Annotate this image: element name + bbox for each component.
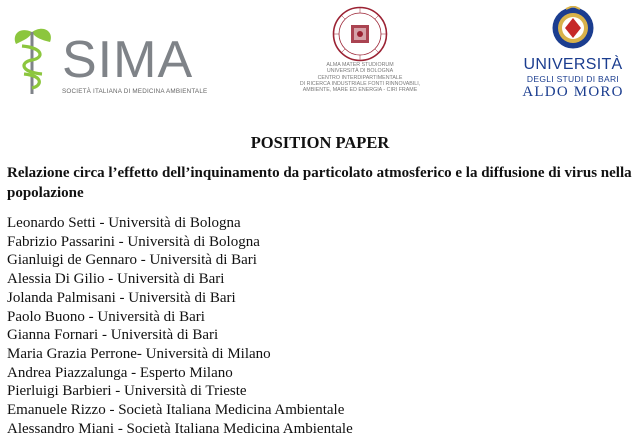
- author-item: Gianna Fornari - Università di Bari: [7, 327, 219, 344]
- author-item: Leonardo Setti - Università di Bologna: [7, 215, 241, 231]
- author-item: Pierluigi Barbieri - Università di Trieste: [7, 383, 247, 400]
- uniba-seal-icon: [551, 6, 595, 52]
- author-item: Andrea Piazzalunga - Esperto Milano: [7, 364, 233, 381]
- sima-tagline: SOCIETÀ ITALIANA DI MEDICINA AMBIENTALE: [62, 88, 208, 95]
- sima-logo: [10, 18, 210, 108]
- uniba-aldo-moro: ALDO MORO: [522, 84, 624, 100]
- author-item: Jolanda Palmisani - Università di Bari: [7, 289, 236, 306]
- author-item: Gianluigi de Gennaro - Università di Bari: [7, 252, 257, 269]
- unibo-line: CENTRO INTERDIPARTIMENTALE: [317, 74, 403, 81]
- uniba-name: UNIVERSITÀ: [523, 56, 623, 73]
- authors-list: [7, 214, 353, 438]
- author-item: Alessia Di Gilio - Università di Bari: [7, 271, 225, 288]
- unibo-text: [290, 62, 430, 93]
- unibo-logo: [290, 6, 430, 106]
- author-item: Fabrizio Passarini - Università di Bologna: [7, 233, 260, 250]
- unibo-line: ALMA MATER STUDIORUM: [326, 62, 394, 68]
- unibo-seal-icon: [332, 6, 388, 62]
- logo-bar: [0, 0, 640, 110]
- unibo-line: DI RICERCA INDUSTRIALE FONTI RINNOVABILI,: [299, 80, 421, 87]
- uniba-logo: [512, 6, 634, 106]
- unibo-line: AMBIENTE, MARE ED ENERGIA - CIRI FRAME: [302, 87, 418, 94]
- unibo-line: UNIVERSITÀ DI BOLOGNA: [326, 68, 394, 75]
- uniba-subname: DEGLI STUDI DI BARI: [526, 74, 620, 84]
- caduceus-leaf-icon: [10, 22, 56, 100]
- sima-wordmark: SIMA: [62, 31, 194, 89]
- author-item: Alessandro Miani - Società Italiana Medicina Ambientale: [7, 420, 353, 437]
- author-item: Maria Grazia Perrone- Università di Milano: [7, 345, 271, 362]
- page-title: POSITION PAPER: [250, 133, 390, 152]
- document-subtitle: Relazione circa l’effetto dell’inquinamento da particolato atmosferico e la diffusione di virus nella popolazione: [7, 165, 632, 201]
- author-item: Emanuele Rizzo - Società Italiana Medicina Ambientale: [7, 402, 345, 419]
- author-item: Paolo Buono - Università di Bari: [7, 308, 205, 325]
